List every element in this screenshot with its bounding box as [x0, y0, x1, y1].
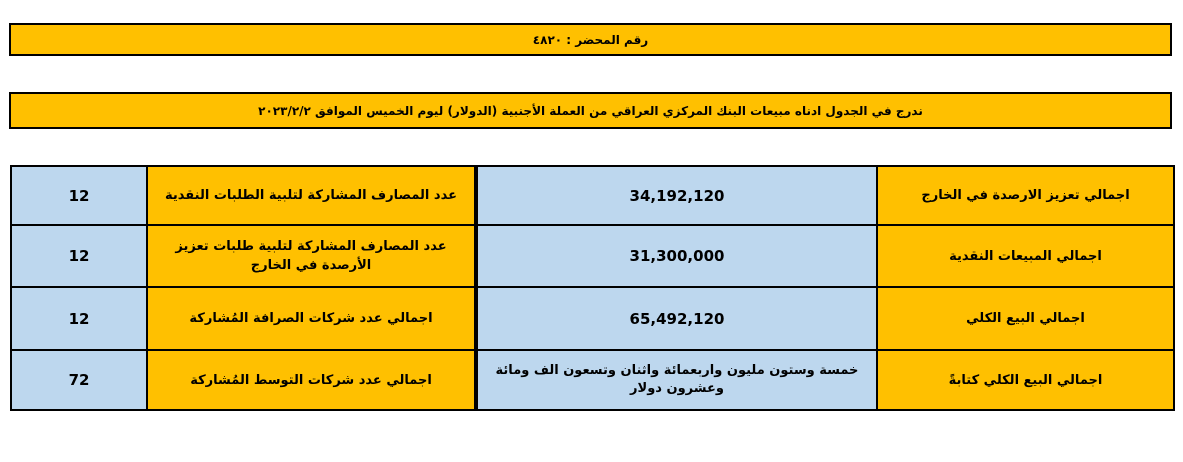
sales-totals-table	[476, 165, 1175, 411]
total-sales-value: 65,492,120	[477, 287, 877, 350]
table-row	[11, 225, 475, 287]
banks-abroad-count-value: 12	[11, 225, 147, 287]
abroad-balances-total-label: اجمالي تعزيز الارصدة في الخارج	[877, 166, 1174, 225]
table-row	[11, 287, 475, 350]
total-sales-in-words-value: خمسة وستون مليون واربعمائة واثنان وتسعون الف ومائة وعشرون دولار	[477, 350, 877, 410]
table-row	[477, 350, 1174, 410]
banks-cash-count-label: عدد المصارف المشاركة لتلبية الطلبات النقدية	[147, 166, 475, 225]
description-text: ندرج في الجدول ادناه مبيعات البنك المركزي العراقي من العملة الأجنبية (الدولار) ليوم الخميس الموافق ٢٠٢٣/٢/٢	[258, 103, 923, 118]
description-banner	[9, 92, 1172, 129]
record-number-text: رقم المحضر : ٤٨٢٠	[532, 32, 649, 47]
exchange-companies-count-label: اجمالي عدد شركات الصرافة المُشاركة	[147, 287, 475, 350]
brokerage-companies-count-value: 72	[11, 350, 147, 410]
table-row	[477, 225, 1174, 287]
table-row	[477, 287, 1174, 350]
record-number-banner	[9, 23, 1172, 56]
brokerage-companies-count-label: اجمالي عدد شركات التوسط المُشاركة	[147, 350, 475, 410]
banks-cash-count-value: 12	[11, 166, 147, 225]
banks-abroad-count-label: عدد المصارف المشاركة لتلبية طلبات تعزيز الأرصدة في الخارج	[147, 225, 475, 287]
abroad-balances-total-value: 34,192,120	[477, 166, 877, 225]
total-sales-label: اجمالي البيع الكلي	[877, 287, 1174, 350]
total-sales-in-words-label: اجمالي البيع الكلي كتابةً	[877, 350, 1174, 410]
table-row	[477, 166, 1174, 225]
participants-table	[10, 165, 476, 411]
exchange-companies-count-value: 12	[11, 287, 147, 350]
table-row	[11, 350, 475, 410]
cash-sales-total-value: 31,300,000	[477, 225, 877, 287]
table-row	[11, 166, 475, 225]
cash-sales-total-label: اجمالي المبيعات النقدية	[877, 225, 1174, 287]
